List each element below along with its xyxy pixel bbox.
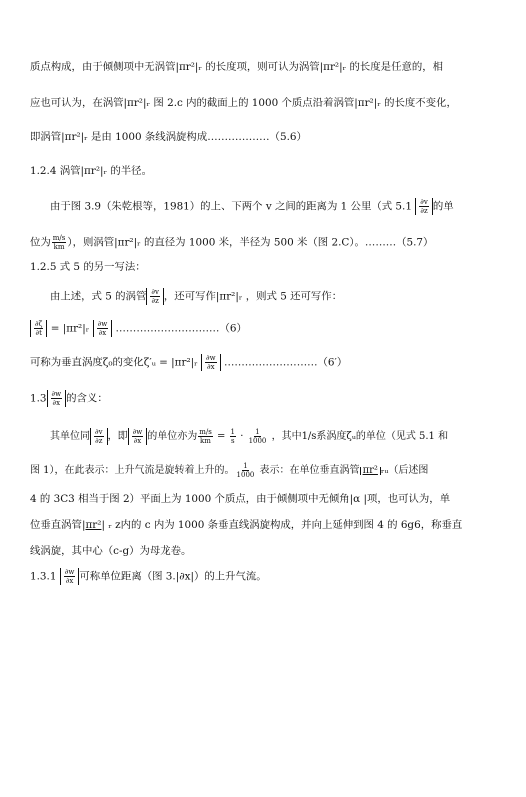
text: 的单 <box>432 200 454 213</box>
abs-fraction <box>47 390 67 407</box>
fraction-numerator: ∂w <box>64 568 75 576</box>
text: 位垂直涡管| <box>30 519 86 531</box>
fraction-denominator: s <box>230 437 235 445</box>
abs-fraction <box>201 354 221 371</box>
paragraph-line: 线涡旋，其中心（c-g）为母龙卷。 <box>30 545 192 557</box>
fraction-denominator: 1000 <box>248 437 267 445</box>
abs-fraction <box>90 428 108 445</box>
text: = |πr²|ᵣ <box>47 322 93 335</box>
fraction-denominator: ∂x <box>98 329 107 337</box>
section-heading: 1.2.5 式 5 的另一写法： <box>30 261 146 273</box>
section-heading: 1.2.4 涡管|πr²|ᵣ 的半径。 <box>30 165 152 177</box>
fraction-numerator: ∂w <box>97 320 108 328</box>
text: 其单位同 <box>50 431 90 442</box>
fraction-denominator: ∂x <box>65 577 74 585</box>
fraction-numerator: m/s <box>52 234 66 242</box>
text: 的单位亦为 <box>147 431 198 442</box>
paragraph-line <box>50 428 448 445</box>
fraction-numerator: ∂w <box>206 354 216 362</box>
text: ，即 <box>107 431 128 442</box>
underlined-term: πr² <box>360 467 381 475</box>
fraction-numerator: 1 <box>230 428 236 436</box>
fraction-numerator: ∂v <box>151 288 159 296</box>
paragraph-line: 应也可认为，在涡管|πr²|ᵣ 图 2.c 内的截面上的 1000 个质点沿着涡管|πr²|ᵣ 的长度不变化， <box>30 97 457 109</box>
text: ），则涡管|πr²|ᵣ 的直径为 1000 米，半径为 500 米（图 2.C）。………（5.7） <box>67 236 434 249</box>
text: 表示：在单位垂直涡管 <box>256 465 360 476</box>
fraction-denominator: ∂t <box>35 329 42 337</box>
text: 可称为垂直涡度ζ₀的变化ζ′ᵤ = |πr²|ᵣ <box>30 356 202 369</box>
text: 1.3 <box>30 392 47 405</box>
paragraph-line <box>30 234 433 251</box>
text: 由上述，式 5 的涡管 <box>50 290 147 303</box>
abs-fraction <box>128 428 148 445</box>
text: 1.3.1 <box>30 570 60 583</box>
text: = <box>213 431 229 442</box>
equation-6 <box>30 320 247 337</box>
paragraph-line: 质点构成，由于倾侧项中无涡管|πr²|ᵣ 的长度项，则可认为涡管|πr²|ᵣ 的长度是任意的，相 <box>30 61 444 73</box>
text: ᵣᵤ（后述图 <box>380 465 429 476</box>
fraction-numerator: ∂w <box>132 428 143 436</box>
paragraph-line <box>30 462 428 479</box>
fraction-denominator: km <box>53 243 65 251</box>
fraction-denominator: ∂z <box>420 207 428 215</box>
text: 的含义： <box>66 392 108 405</box>
fraction-denominator: ∂x <box>133 437 142 445</box>
paragraph-line <box>50 288 342 305</box>
paragraph-line <box>50 198 454 215</box>
text: | ᵣ z内的 c 内为 1000 条垂直线涡旋构成，并向上延伸到图 4 的 6g6，称垂直 <box>101 519 463 531</box>
text: 图 1），在此表示：上升气流是旋转着上升的。 <box>30 465 235 476</box>
fraction-denominator: ∂z <box>95 437 103 445</box>
abs-fraction <box>146 288 164 305</box>
fraction-denominator: km <box>200 437 211 445</box>
text: 由于图 3.9（朱乾根等，1981）的上、下两个 v 之间的距离为 1 公里（式 5.1 <box>50 200 416 213</box>
equation-6prime <box>30 354 347 371</box>
fraction-numerator: 1 <box>243 462 248 470</box>
text: …………………………（6） <box>112 322 247 335</box>
section-heading <box>30 390 108 407</box>
fraction-denominator: ∂x <box>207 363 215 371</box>
fraction-denominator: ∂z <box>151 297 159 305</box>
abs-fraction <box>415 198 433 215</box>
abs-fraction <box>93 320 113 337</box>
section-heading <box>30 568 267 585</box>
fraction-numerator: ∂ζ <box>35 320 43 328</box>
fraction-numerator: m/s <box>199 428 212 436</box>
paragraph-line <box>30 518 462 532</box>
fraction-denominator: 1000 <box>236 471 255 479</box>
fraction-numerator: ∂v <box>420 198 428 206</box>
underlined-term: πr² <box>85 519 102 531</box>
text: 位为 <box>30 236 51 249</box>
paragraph-line: 4 的 3C3 相当于图 2）平面上为 1000 个质点，由于倾侧项中无倾角|α |项，也可认为，单 <box>30 493 451 505</box>
fraction-numerator: ∂w <box>51 390 62 398</box>
abs-fraction <box>30 320 47 337</box>
paragraph-line: 即涡管|πr²|ᵣ 是由 1000 条线涡旋构成………………（5.6） <box>30 131 307 143</box>
abs-fraction <box>60 568 80 585</box>
text: · <box>237 431 247 442</box>
text: ，其中1/s系涡度ζᵤ的单位（见式 5.1 和 <box>268 431 449 442</box>
fraction-numerator: 1 <box>255 428 260 436</box>
text: ，还可写作|πr²|ᵣ ，则式 5 还可写作： <box>163 290 343 303</box>
text: 可称单位距离（图 3.|∂x|）的上升气流。 <box>79 570 267 583</box>
text: ………………………（6′） <box>220 356 348 369</box>
fraction-numerator: ∂v <box>95 428 103 436</box>
fraction-denominator: ∂x <box>52 399 61 407</box>
